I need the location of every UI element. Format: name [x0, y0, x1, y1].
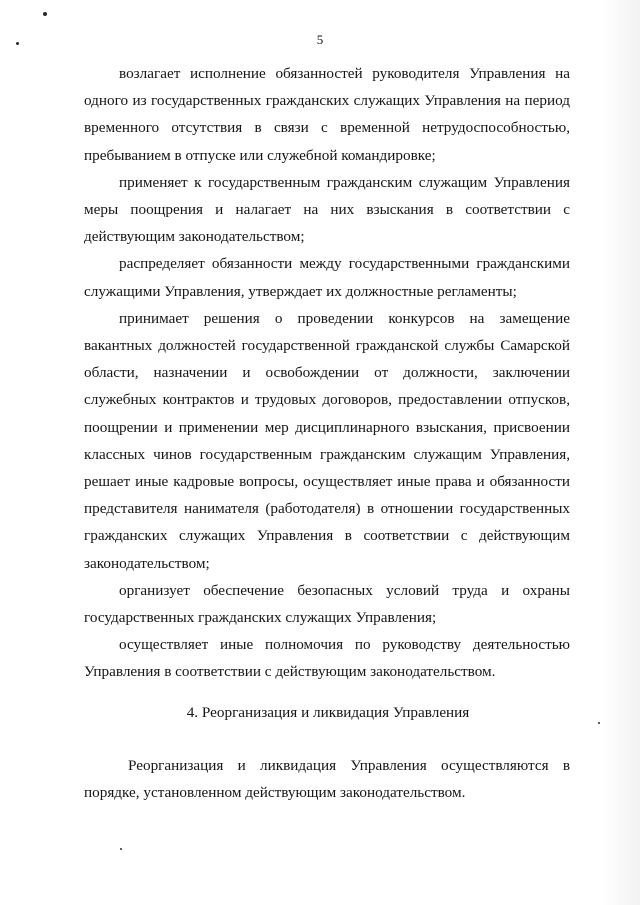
scan-speck: [43, 12, 47, 16]
paragraph: распределяет обязанности между государственными гражданскими служащими Управления, утверждает их должностные регламенты;: [84, 255, 570, 300]
scan-edge-shadow: [600, 0, 640, 905]
section-paragraph: Реорганизация и ликвидация Управления осуществляются в порядке, установленном действующим законодательством.: [84, 757, 570, 802]
paragraph: применяет к государственным гражданским служащим Управления меры поощрения и налагает на них взыскания в соответствии с действующим законодательством;: [84, 173, 570, 246]
paragraph: принимает решения о проведении конкурсов на замещение вакантных должностей государственной гражданской службы Самарской области, назначении и освобождении от должности, заключении служебных контрактов и трудовых договоров, предоставлении отпусков, поощрении и применении мер дисциплинарного взыскания, присвоении классных чинов государственным гражданским служащим Управления, решает иные кадровые вопросы, осуществляет иные права и обязанности представителя нанимателя (работодателя) в отношении государственных гражданских служащих Управления в соответствии с действующим законодательством;: [84, 309, 570, 572]
section-heading: 4. Реорганизация и ликвидация Управления: [186, 704, 470, 721]
paragraph: организует обеспечение безопасных условий труда и охраны государственных гражданских служащих Управления;: [84, 581, 570, 627]
page-number: 5: [316, 32, 324, 47]
document-body: [84, 60, 570, 686]
scan-speck: [120, 848, 122, 850]
paragraph: возлагает исполнение обязанностей руководителя Управления на одного из государственных гражданских служащих Управления на период временного отсутствия в связи с временной нетрудоспособностью, пребыванием в отпуске или служебной командировке;: [84, 65, 570, 164]
paragraph: осуществляет иные полномочия по руководству деятельностью Управления в соответствии с действующим законодательством.: [84, 636, 570, 681]
